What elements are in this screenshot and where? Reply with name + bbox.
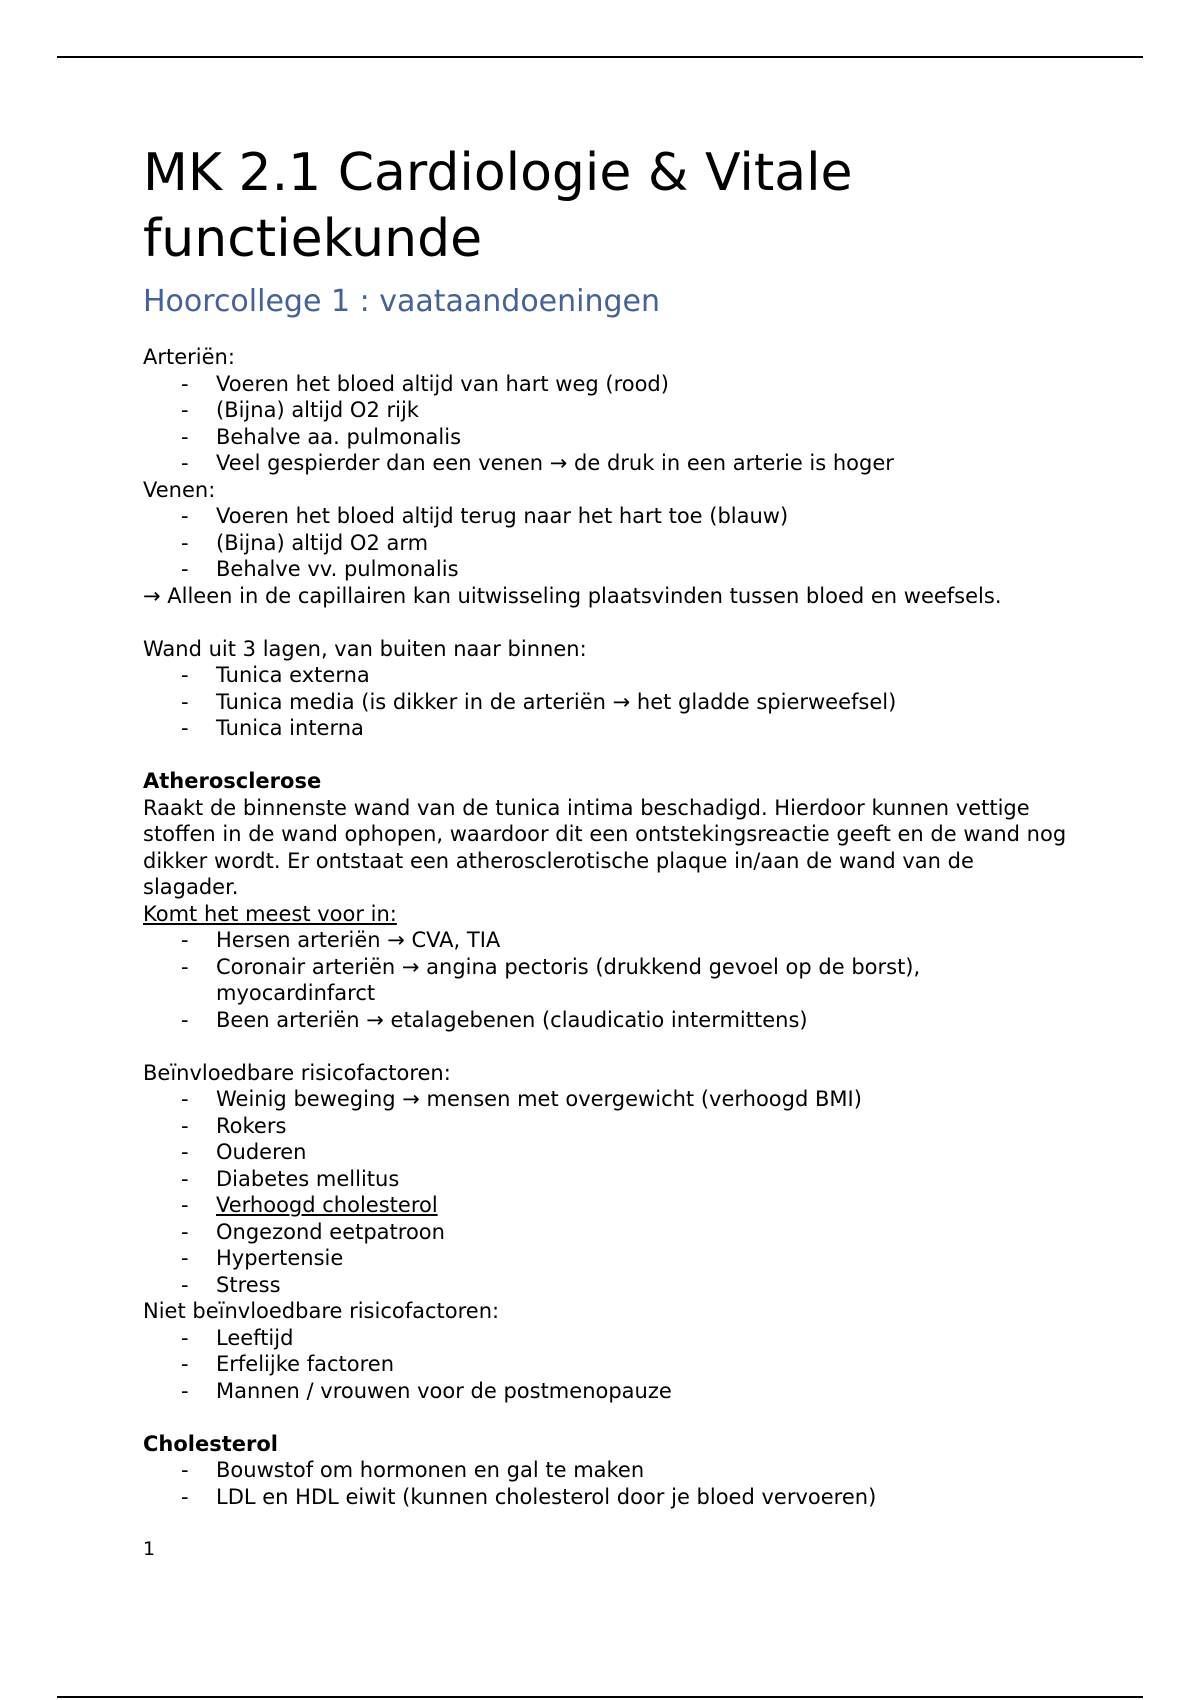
- list-item: - LDL en HDL eiwit (kunnen cholesterol door je bloed vervoeren): [143, 1484, 1073, 1511]
- cholesterol-list: [143, 1457, 1073, 1510]
- niet-beinvloedbaar-list: [143, 1325, 1073, 1405]
- list-item: - (Bijna) altijd O2 arm: [143, 530, 1073, 557]
- section-heading: Hoorcollege 1 : vaataandoeningen: [143, 284, 661, 319]
- page-number: 1: [143, 1538, 156, 1560]
- document-content: [143, 140, 1073, 1560]
- list-item: - Leeftijd: [143, 1325, 1073, 1352]
- list-item: - Voeren het bloed altijd van hart weg (rood): [143, 371, 1073, 398]
- list-item: - Tunica media (is dikker in de arteriën → het gladde spierweefsel): [143, 689, 1073, 716]
- list-item: - Rokers: [143, 1113, 1073, 1140]
- list-item: - Hypertensie: [143, 1245, 1073, 1272]
- list-item: - Tunica externa: [143, 662, 1073, 689]
- venen-list: [143, 503, 1073, 583]
- list-item: - Weinig beweging → mensen met overgewicht (verhoogd BMI): [143, 1086, 1073, 1113]
- document-title: MK 2.1 Cardiologie & Vitale functiekunde: [143, 143, 853, 269]
- atherosclerose-list: [143, 927, 1073, 1033]
- niet-beinvloedbaar-label: Niet beïnvloedbare risicofactoren:: [143, 1299, 500, 1323]
- footer-rule: [57, 1696, 1143, 1698]
- cholesterol-heading: Cholesterol: [143, 1431, 278, 1456]
- arterien-label: Arteriën:: [143, 345, 235, 369]
- komt-voor-label: Komt het meest voor in:: [143, 901, 397, 926]
- list-item: - Ongezond eetpatroon: [143, 1219, 1073, 1246]
- wand-label: Wand uit 3 lagen, van buiten naar binnen:: [143, 636, 587, 661]
- document-body: [143, 344, 1073, 1510]
- list-item: - Behalve vv. pulmonalis: [143, 556, 1073, 583]
- arterien-list: [143, 371, 1073, 477]
- venen-label: Venen:: [143, 477, 216, 502]
- list-item: - Stress: [143, 1272, 1073, 1299]
- list-item: - Hersen arteriën → CVA, TIA: [143, 927, 1073, 954]
- list-item: - Coronair arteriën → angina pectoris (drukkend gevoel op de borst), myocardinfarct: [143, 954, 1073, 1007]
- list-item: - Erfelijke factoren: [143, 1351, 1073, 1378]
- capillairen-note: → Alleen in de capillairen kan uitwisseling plaatsvinden tussen bloed en weefsels.: [143, 583, 1002, 608]
- list-item: - Voeren het bloed altijd terug naar het hart toe (blauw): [143, 503, 1073, 530]
- wand-list: [143, 662, 1073, 742]
- list-item: - Tunica interna: [143, 715, 1073, 742]
- list-item: - Been arteriën → etalagebenen (claudicatio intermittens): [143, 1007, 1073, 1034]
- list-item: [143, 1192, 1073, 1219]
- list-item: - Behalve aa. pulmonalis: [143, 424, 1073, 451]
- atherosclerose-text: Raakt de binnenste wand van de tunica intima beschadigd. Hierdoor kunnen vettige stoffen in de wand ophopen, waardoor dit een ontstekingsreactie geeft en de wand nog dikker wordt. Er ontstaat een atherosclerotische plaque in/aan de wand van de slagader.: [143, 795, 1067, 899]
- header-rule: [57, 56, 1143, 58]
- list-item: - (Bijna) altijd O2 rijk: [143, 397, 1073, 424]
- beinvloedbaar-label: Beïnvloedbare risicofactoren:: [143, 1060, 451, 1085]
- atherosclerose-heading: Atherosclerose: [143, 769, 322, 793]
- list-item: - Veel gespierder dan een venen → de druk in een arterie is hoger: [143, 450, 1073, 477]
- list-item: - Mannen / vrouwen voor de postmenopauze: [143, 1378, 1073, 1405]
- list-item: - Ouderen: [143, 1139, 1073, 1166]
- list-item: - Diabetes mellitus: [143, 1166, 1073, 1193]
- beinvloedbaar-list: [143, 1086, 1073, 1298]
- verhoogd-cholesterol-text: Verhoogd cholesterol: [216, 1193, 438, 1217]
- list-item: - Bouwstof om hormonen en gal te maken: [143, 1457, 1073, 1484]
